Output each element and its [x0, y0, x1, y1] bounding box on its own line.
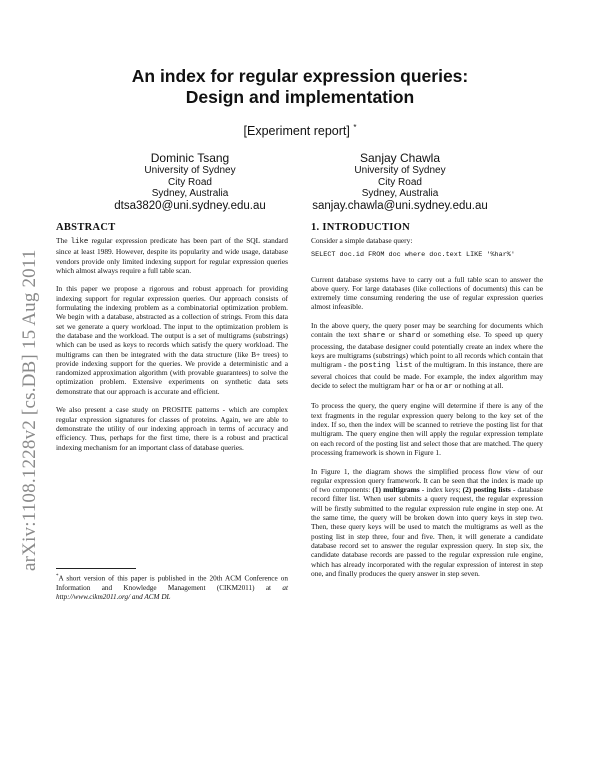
inline-code: shard [398, 332, 421, 341]
author-email: sanjay.chawla@uni.sydney.edu.au [312, 199, 488, 212]
author-email: dtsa3820@uni.sydney.edu.au [114, 199, 266, 212]
intro-paragraph-2 [311, 321, 543, 392]
author-street: City Road [168, 176, 212, 188]
paper-title [60, 66, 540, 108]
bold-term: (2) posting lists [462, 485, 511, 495]
footnote-text: A short version of this paper is published in the 20th ACM Conference on Information and Knowledge Management (CIKM2011) at [56, 574, 288, 592]
title-line-1: An index for regular expression queries: [131, 66, 469, 86]
intro-text: of the multigram. In this instance, there are several choices that could be made. For example, the index algorithm may decide to select the multigram [311, 360, 543, 390]
inline-code: like [70, 238, 89, 246]
intro-text: or [417, 380, 424, 390]
footnote-mark: * [56, 574, 59, 579]
subtitle-text: [Experiment report] [243, 124, 350, 139]
right-column [311, 221, 543, 587]
inline-code: ha [425, 382, 435, 391]
author-affiliation: University of Sydney [354, 165, 446, 176]
author-city: Sydney, Australia [361, 188, 439, 199]
abstract-text: The [56, 236, 68, 245]
introduction-heading: 1. INTRODUCTION [311, 222, 411, 233]
abstract-text: regular expression predicate has been part of the SQL standard since at least 1989. However, despite its popularity and wide usage, database vendors provide only limited indexing support for regular expression queries which almost always require a full table scan. [56, 236, 288, 275]
title-line-2: Design and implementation [185, 87, 415, 107]
intro-paragraph-3: To process the query, the query engine will determine if there is any of the text fragments in the regular expression query belong to the key set of the index. If so, then the index will be scanned to retrieve the posting list for that multigram. The query engine then will apply the regular expression template on each record of the posting list and select those that are matched. The query processing framework is shown in Figure 1. [311, 401, 543, 457]
sql-query: SELECT doc.id FROM doc where doc.text LIKE '%har%' [311, 251, 515, 260]
abstract-paragraph-2: In this paper we propose a rigorous and robust approach for providing indexing support for regular expression queries. Our approach consists of formulating the indexing problem as a combinatorial optimization problem. We begin with a database, abstracted as a collection of strings. From this data set we generate a query workload. The input to the optimization problem is the database and the workload. The output is a set of multigrams (substrings) which can be used as keys to records which satisfy the query workload. The multigrams can then be integrated with the data structure (like B+ trees) to provide indexing support for the queries. We provide a deterministic and a randomized approximation algorithm (with provable guarantees) to solve the optimization problem. Extensive experiments on synthetic data sets demonstrate that our approach is accurate and efficient. [56, 284, 288, 396]
intro-text: or [388, 330, 395, 340]
author-affiliation: University of Sydney [144, 165, 236, 176]
author-city: Sydney, Australia [151, 188, 229, 199]
intro-text: In the above query, the query poser may be searching for documents which contain the text [311, 321, 543, 340]
intro-text: - index keys; [421, 485, 461, 495]
author-block [90, 151, 290, 213]
intro-text: or nothing at all. [454, 380, 504, 390]
inline-code: share [363, 332, 386, 341]
intro-text: In Figure 1, the diagram shows the simplified process flow view of our regular expression query framework. It can be seen that the index is made up of two components: [311, 466, 543, 495]
intro-paragraph-4 [311, 467, 543, 579]
abstract-paragraph-1 [56, 236, 288, 275]
author-street: City Road [378, 176, 422, 188]
subtitle-footnote-mark: * [353, 123, 357, 132]
bold-term: (1) multigrams [372, 485, 420, 495]
author-name: Sanjay Chawla [359, 151, 441, 165]
abstract-paragraph-3: We also present a case study on PROSITE patterns - which are complex regular expression signatures for classes of proteins. Again, we are able to demonstrate the utility of our indexing approach in terms of accuracy and efficiency. Thus, perhaps for the first time, there is a robust and practical indexing mechanism for an important class of database queries. [56, 405, 288, 452]
abstract-heading: ABSTRACT [56, 222, 116, 233]
footnote-link[interactable]: at http://www.cikm2011.org/ and ACM DL [56, 583, 289, 601]
author-block [300, 151, 500, 213]
inline-code: ar [443, 382, 453, 391]
footnote-rule [56, 568, 136, 569]
intro-text: - database record filter list. When user submits a query request, the regular expression will be firstly submitted to the regular expression rule engine in step one. At the same time, the query will be broken down into query keys in step two. Then, these query keys will be used to match the multigrams as well as the posting list in step three, four and five. Then, it will generate a candidate database record set to answer the regular expression query. In step six, the candidate database records are passed to the regular expression rule engine, which has already incorporated with the regular expression of interest in step one, and finally produces the query answer in step seven. [311, 485, 543, 578]
author-name: Dominic Tsang [150, 151, 230, 165]
intro-paragraph-0: Consider a simple database query: [311, 236, 413, 245]
paper-subtitle [60, 123, 540, 138]
left-column [56, 221, 288, 461]
arxiv-identifier: arXiv:1108.1228v2 [cs.DB] 15 Aug 2011 [19, 249, 40, 571]
intro-text: or something else. To speed up query processing, the database designer could potentially create an index where the keys are multigrams (substrings) which point to all records which contain that multigram - the [311, 330, 543, 370]
inline-code: posting list [359, 362, 413, 371]
intro-paragraph-1: Current database systems have to carry out a full table scan to answer the above query. For large databases (like collections of documents) this can be extremely time consuming rendering the use of regular expression queries almost infeasible. [311, 274, 543, 312]
inline-code: har [401, 382, 416, 391]
footnote [56, 572, 288, 602]
intro-text: or [435, 380, 443, 390]
